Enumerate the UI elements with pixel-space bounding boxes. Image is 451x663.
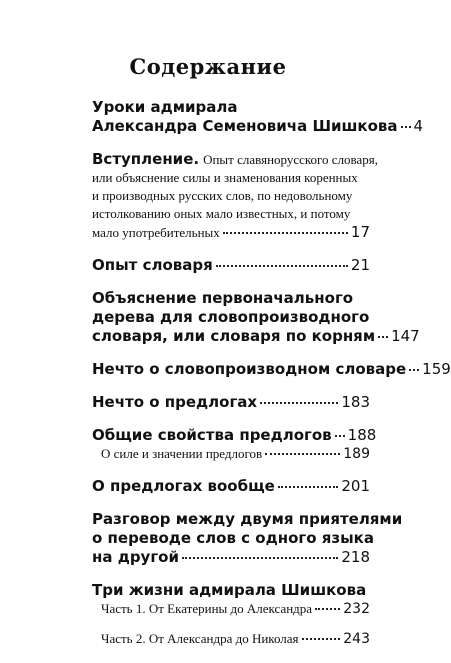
page-number: 232	[343, 601, 370, 617]
entry-text: о переводе слов с одного языка	[92, 529, 374, 547]
page-number: 17	[350, 223, 370, 241]
entry-text: Объяснение первоначального	[92, 289, 354, 307]
entry-text: О предлогах вообще	[92, 477, 275, 495]
leader-dots	[401, 126, 411, 128]
page-number: 243	[343, 631, 370, 647]
toc-entry-dictionary[interactable]	[92, 256, 370, 275]
page-number: 189	[343, 446, 370, 462]
toc-entry-part-2[interactable]	[92, 630, 370, 648]
leader-dots	[223, 232, 348, 234]
toc-entry-prepositions-general[interactable]	[92, 477, 370, 496]
toc-entry-general-properties[interactable]	[92, 426, 377, 445]
leader-dots	[260, 402, 338, 404]
entry-text: Александра Семеновича Шишкова	[92, 117, 398, 135]
page-number: 183	[341, 393, 370, 411]
page-number: 159	[422, 360, 451, 378]
leader-dots	[378, 336, 388, 338]
entry-text: мало употребительных	[92, 225, 220, 240]
leader-dots	[302, 638, 341, 640]
entry-text: истолкованию оных мало известных, и потому	[92, 206, 351, 221]
toc-entry-explanation[interactable]	[92, 289, 420, 346]
page-number: 188	[347, 426, 377, 444]
page-title: Содержание	[129, 54, 287, 79]
leader-dots	[216, 265, 348, 267]
entry-text: на другой	[92, 548, 179, 566]
page-number: 218	[341, 548, 370, 566]
entry-text: или объяснение силы и знаменования коренных	[92, 170, 358, 185]
entry-text: О силе и значении предлогов	[101, 446, 263, 461]
entry-text: Нечто о словопроизводном словаре	[92, 360, 407, 378]
entry-text: Часть 1. От Екатерины до Александра	[101, 601, 313, 616]
entry-text: Три жизни адмирала Шишкова	[92, 581, 367, 599]
leader-dots	[335, 435, 345, 437]
leader-dots	[182, 557, 338, 559]
toc-entry-prepositions[interactable]	[92, 393, 370, 412]
leader-dots	[315, 608, 340, 610]
leader-dots	[409, 369, 419, 371]
page-number: 21	[350, 256, 370, 274]
entry-text: словаря, или словаря по корням	[92, 327, 376, 345]
entry-text: Опыт словаря	[92, 256, 213, 274]
leader-dots	[278, 486, 339, 488]
toc-entry-lessons[interactable]	[92, 98, 424, 136]
toc-entry-word-derivation[interactable]	[92, 360, 451, 379]
entry-text: и производных русских слов, по недовольному	[92, 188, 353, 203]
toc-entry-part-1[interactable]	[92, 600, 370, 618]
entry-text: Разговор между двумя приятелями	[92, 510, 403, 528]
toc-entry-force-meaning[interactable]	[92, 445, 370, 463]
toc-entry-conversation[interactable]	[92, 510, 403, 567]
page-number: 147	[391, 327, 420, 345]
page-number: 4	[413, 117, 424, 135]
entry-text: Опыт славянорусского словаря,	[203, 152, 379, 167]
entry-text: Часть 2. От Александра до Николая	[101, 631, 299, 646]
toc-entry-introduction[interactable]	[92, 150, 379, 242]
table-of-contents	[92, 98, 451, 648]
entry-text: дерева для словопроизводного	[92, 308, 370, 326]
toc-entry-three-lives[interactable]	[92, 581, 370, 600]
page-number: 201	[341, 477, 370, 495]
leader-dots	[265, 453, 340, 455]
entry-text: Нечто о предлогах	[92, 393, 258, 411]
entry-text: Уроки адмирала	[92, 98, 238, 116]
entry-heading: Вступление.	[92, 150, 200, 168]
entry-text: Общие свойства предлогов	[92, 426, 332, 444]
